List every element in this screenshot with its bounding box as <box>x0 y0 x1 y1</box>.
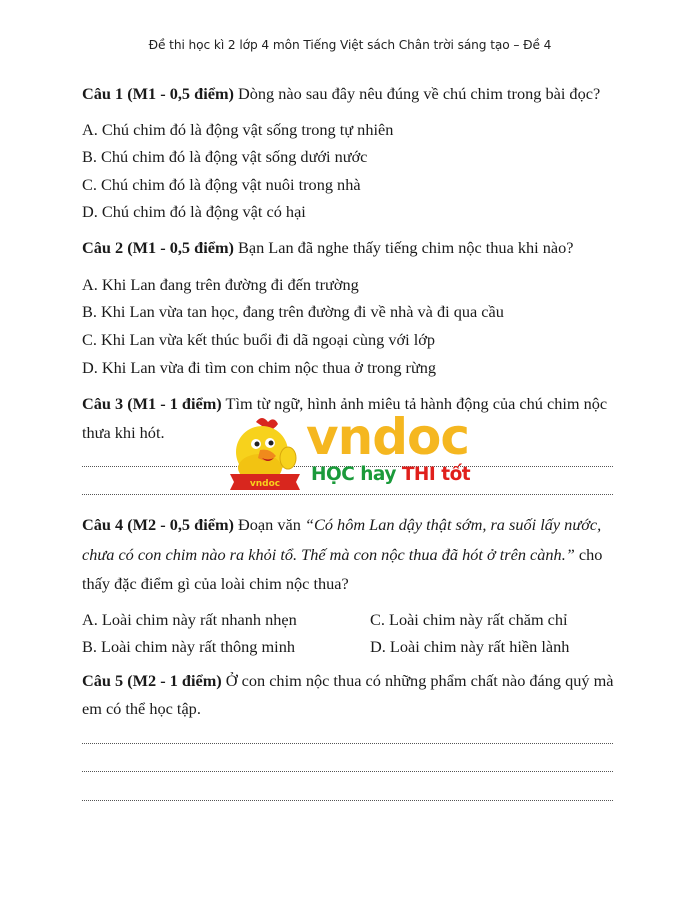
question-4-option-a: A. Loài chim này rất nhanh nhẹn <box>82 610 297 629</box>
question-5-label: Câu 5 (M2 - 1 điểm) <box>82 671 222 690</box>
answer-line[interactable] <box>82 743 613 744</box>
question-3-text: Tìm từ ngữ, hình ảnh miêu tả hành động của chú chim nộc <box>221 394 608 413</box>
vndoc-wordmark: vndoc <box>306 408 469 466</box>
question-2-text: Bạn Lan đã nghe thấy tiếng chim nộc thua khi nào? <box>233 238 574 257</box>
question-5-text: Ở con chim nộc thua có những phẩm chất nào đáng quý mà <box>221 671 614 690</box>
svg-text:vndoc: vndoc <box>249 479 281 489</box>
question-4-quote: “Có hôm Lan dậy thật sớm, ra suối lấy nước, <box>304 515 602 534</box>
tagline-green: HỌC hay <box>311 464 402 485</box>
question-4-option-d: D. Loài chim này rất hiền lành <box>370 637 570 656</box>
question-1-option-a: A. Chú chim đó là động vật sống trong tự nhiên <box>82 120 394 139</box>
question-2 <box>82 238 573 258</box>
question-3-text-cont: thưa khi hót. <box>82 423 165 442</box>
question-1-option-c: C. Chú chim đó là động vật nuôi trong nhà <box>82 175 361 194</box>
question-3-label: Câu 3 (M1 - 1 điểm) <box>82 394 222 413</box>
question-4-quote-cont: chưa có con chim nào ra khỏi tổ. Thế mà con nộc thua đã hót ở trên cành.” <box>82 545 575 564</box>
chicken-mascot-icon <box>226 416 304 500</box>
question-1-label: Câu 1 (M1 - 0,5 điểm) <box>82 84 234 103</box>
question-2-option-c: C. Khi Lan vừa kết thúc buổi đi dã ngoại cùng với lớp <box>82 330 435 349</box>
question-1 <box>82 84 600 104</box>
question-4-text-post: cho <box>574 545 603 564</box>
question-4 <box>82 515 601 535</box>
question-1-text: Dòng nào sau đây nêu đúng về chú chim trong bài đọc? <box>233 84 601 103</box>
question-2-option-b: B. Khi Lan vừa tan học, đang trên đường đi về nhà và đi qua cầu <box>82 302 504 321</box>
tagline-red: THI tốt <box>401 464 471 485</box>
vndoc-watermark-logo <box>226 408 486 500</box>
question-2-option-d: D. Khi Lan vừa đi tìm con chim nộc thua ở trong rừng <box>82 358 437 377</box>
question-4-line-2 <box>82 545 602 565</box>
vndoc-tagline <box>311 466 470 485</box>
question-4-label: Câu 4 (M2 - 0,5 điểm) <box>82 515 234 534</box>
question-2-option-a: A. Khi Lan đang trên đường đi đến trường <box>82 275 359 294</box>
question-5-text-cont: em có thể học tập. <box>82 699 201 718</box>
question-2-label: Câu 2 (M1 - 0,5 điểm) <box>82 238 234 257</box>
question-4-line-3: thấy đặc điểm gì của loài chim nộc thua? <box>82 574 349 593</box>
answer-line[interactable] <box>82 771 613 772</box>
page-header: Đề thi học kì 2 lớp 4 môn Tiếng Việt sách Chân trời sáng tạo – Đề 4 <box>148 38 552 52</box>
question-4-text-pre: Đoạn văn <box>233 515 305 534</box>
answer-line[interactable] <box>82 800 613 801</box>
question-5 <box>82 671 614 691</box>
question-1-option-d: D. Chú chim đó là động vật có hại <box>82 202 306 221</box>
question-1-option-b: B. Chú chim đó là động vật sống dưới nước <box>82 147 368 166</box>
question-4-option-c: C. Loài chim này rất chăm chỉ <box>370 610 568 629</box>
question-4-option-b: B. Loài chim này rất thông minh <box>82 637 295 656</box>
